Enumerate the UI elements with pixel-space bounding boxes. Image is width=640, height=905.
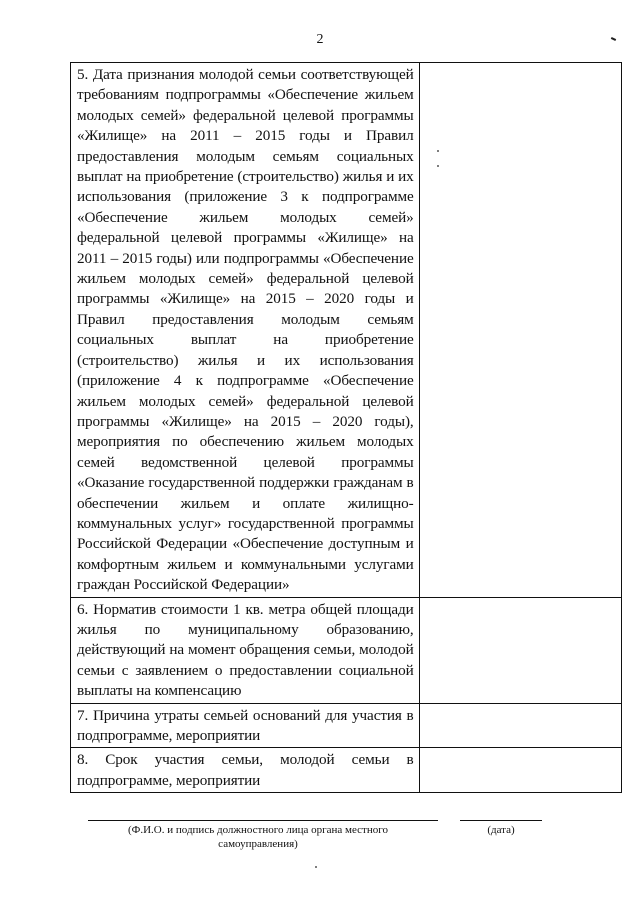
official-signature-caption: (Ф.И.О. и подпись должностного лица органа местного самоуправления) — [128, 824, 388, 850]
table-row — [71, 597, 622, 703]
scan-speck — [315, 866, 317, 868]
row-6-value[interactable] — [419, 597, 621, 703]
table-row — [71, 63, 622, 598]
date-line — [460, 820, 542, 821]
table-row — [71, 748, 622, 793]
row-7-value[interactable] — [419, 703, 621, 748]
page-number: 2 — [316, 32, 324, 47]
row-6-label: 6. Норматив стоимости 1 кв. метра общей площади жилья по муниципальному образованию, действующий на момент обращения семьи, молодой семьи с заявлением о предоставлении социальной выплаты на компенсацию — [71, 597, 420, 703]
table-row — [71, 703, 622, 748]
form-table — [70, 62, 622, 793]
row-7-label: 7. Причина утраты семьей оснований для участия в подпрограмме, мероприятии — [71, 703, 420, 748]
row-8-value[interactable] — [419, 748, 621, 793]
row-8-label: 8. Срок участия семьи, молодой семьи в подпрограмме, мероприятии — [71, 748, 420, 793]
date-caption: (дата) — [487, 824, 515, 836]
official-signature-line — [88, 820, 438, 821]
row-5-label: 5. Дата признания молодой семьи соответствующей требованиям подпрограммы «Обеспечение жильем молодых семей» федеральной целевой программы «Жилище» на 2011 – 2015 годы и Правил предоставления молодым семьям социальных выплат на приобретение (строительство) жилья и их использования (приложение 3 к подпрограмме «Обеспечение жильем молодых семей» федеральной целевой программы «Жилище» на 2011 – 2015 годы) или подпрограммы «Обеспечение жильем молодых семей» федеральной целевой программы «Жилище» на 2015 – 2020 годы и Правил предоставления молодым семьям социальных выплат на приобретение (строительство) жилья и их использования (приложение 4 к подпрограмме «Обеспечение жильем молодых семей» федеральной целевой программы «Жилище» на 2015 – 2020 годы), мероприятия по обеспечению жильем молодых семей ведомственной целевой программы «Оказание государственной поддержки гражданам в обеспечении жильем и оплате жилищно-коммунальных услуг» государственной программы Российской Федерации «Обеспечение доступным и комфортным жильем и коммунальными услугами граждан Российской Федерации» — [71, 63, 420, 598]
row-5-value[interactable] — [419, 63, 621, 598]
